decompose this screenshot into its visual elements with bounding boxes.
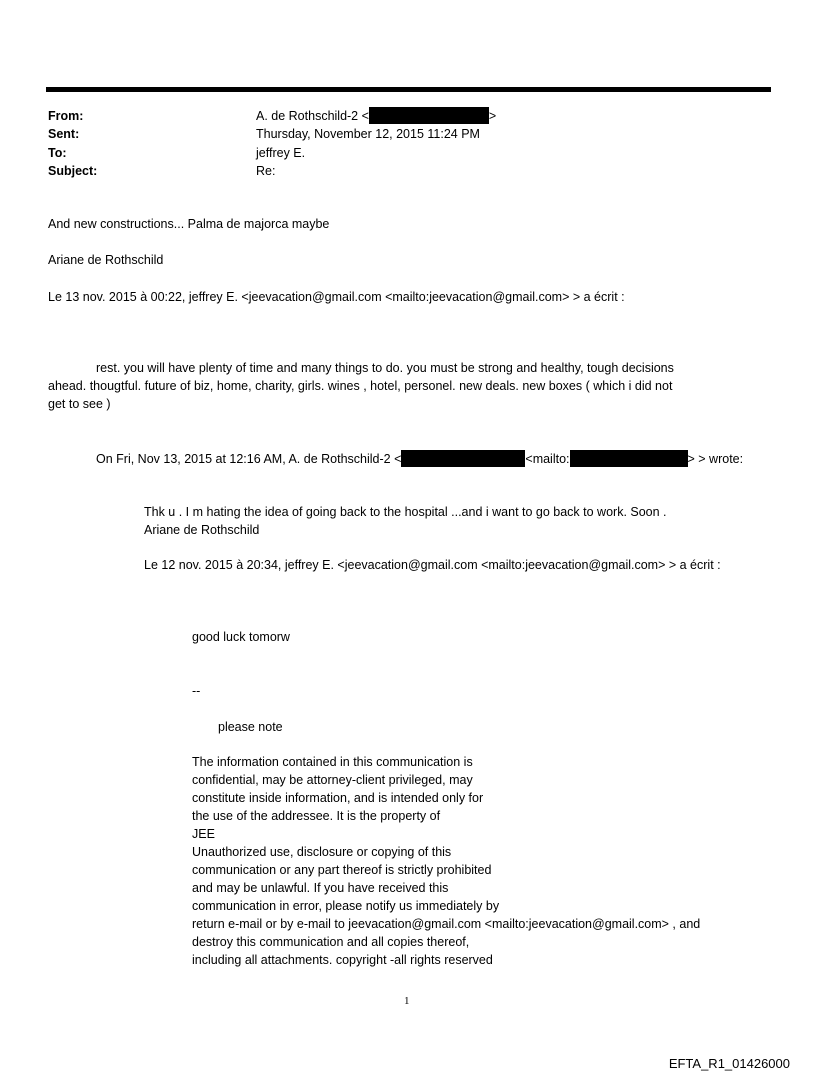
from-label: From: <box>48 109 84 123</box>
disclaimer-line: Unauthorized use, disclosure or copying of this <box>192 845 452 859</box>
quote-header-part: > > wrote: <box>687 452 744 466</box>
header-rule <box>46 87 771 92</box>
body-line: And new constructions... Palma de majorca maybe <box>48 217 330 231</box>
subject-value: Re: <box>256 164 276 178</box>
document-id: EFTA_R1_01426000 <box>668 1056 790 1071</box>
reply-line: get to see ) <box>48 397 111 411</box>
quote-header-part: On Fri, Nov 13, 2015 at 12:16 AM, A. de Rothschild-2 < <box>96 452 402 466</box>
disclaimer-line: including all attachments. copyright -all rights reserved <box>192 953 493 967</box>
quote-header <box>96 450 743 468</box>
please-note: please note <box>218 720 283 734</box>
disclaimer-line: destroy this communication and all copies thereof, <box>192 935 470 949</box>
redaction-box <box>401 450 525 467</box>
nested-signature: Ariane de Rothschild <box>144 523 260 537</box>
signature: Ariane de Rothschild <box>48 253 164 267</box>
sent-value: Thursday, November 12, 2015 11:24 PM <box>256 127 480 141</box>
nested-line: Thk u . I m hating the idea of going back to the hospital ...and i want to go back to work. Soon . <box>144 505 667 519</box>
good-luck-line: good luck tomorw <box>192 630 290 644</box>
disclaimer <box>192 753 700 969</box>
disclaimer-line: JEE <box>192 827 215 841</box>
signature-separator: -- <box>192 684 201 698</box>
sent-label: Sent: <box>48 127 80 141</box>
subject-label: Subject: <box>48 164 98 178</box>
redaction-box <box>570 450 688 467</box>
reply-line: ahead. thougtful. future of biz, home, charity, girls. wines , hotel, personel. new deals. new boxes ( which i did not <box>48 379 673 393</box>
disclaimer-line: and may be unlawful. If you have received this <box>192 881 449 895</box>
from-name: A. de Rothschild-2 < <box>256 109 369 123</box>
disclaimer-line: confidential, may be attorney-client privileged, may <box>192 773 473 787</box>
disclaimer-line: communication in error, please notify us immediately by <box>192 899 500 913</box>
disclaimer-line: communication or any part thereof is strictly prohibited <box>192 863 492 877</box>
to-label: To: <box>48 146 67 160</box>
quote-header: Le 13 nov. 2015 à 00:22, jeffrey E. <jeevacation@gmail.com <mailto:jeevacation@gmail.com> > a écrit : <box>48 290 625 304</box>
quote-header-part: <mailto: <box>525 452 570 466</box>
page-number: 1 <box>404 995 410 1007</box>
disclaimer-line: The information contained in this communication is <box>192 755 473 769</box>
to-value: jeffrey E. <box>256 146 306 160</box>
from-value <box>256 107 496 125</box>
quote-header: Le 12 nov. 2015 à 20:34, jeffrey E. <jeevacation@gmail.com <mailto:jeevacation@gmail.com> > a écrit : <box>144 558 721 572</box>
redaction-box <box>369 107 489 124</box>
reply-line: rest. you will have plenty of time and many things to do. you must be strong and healthy, tough decisions <box>96 361 674 375</box>
from-close: > <box>488 109 497 123</box>
disclaimer-line: constitute inside information, and is intended only for <box>192 791 484 805</box>
disclaimer-line: the use of the addressee. It is the property of <box>192 809 441 823</box>
disclaimer-line: return e-mail or by e-mail to jeevacation@gmail.com <mailto:jeevacation@gmail.com> , and <box>192 917 701 931</box>
